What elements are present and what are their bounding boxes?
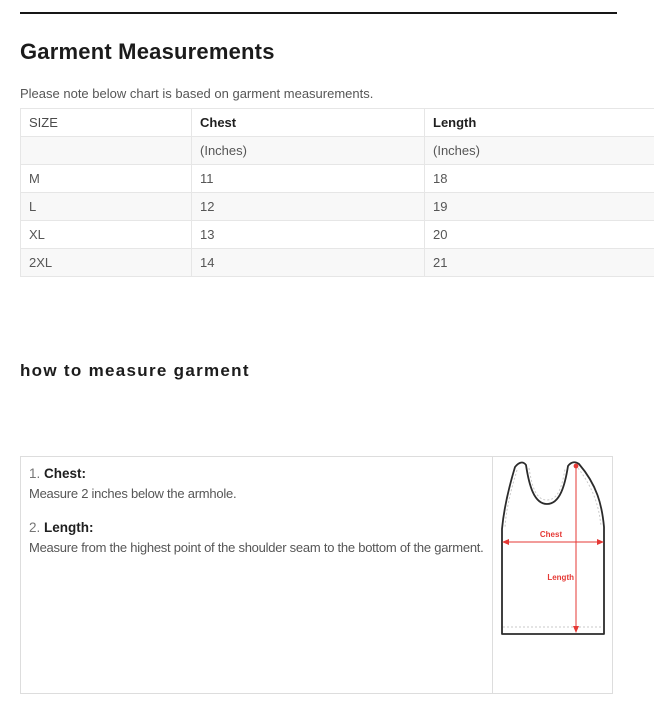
table-row: [21, 165, 654, 193]
size-cell: L: [21, 193, 192, 221]
measurement-note: Please note below chart is based on garment measurements.: [20, 86, 374, 101]
length-cell: 18: [425, 165, 654, 193]
how-to-measure-panel: [20, 456, 613, 694]
step-description: Measure from the highest point of the shoulder seam to the bottom of the garment.: [29, 540, 484, 555]
chest-label: Chest: [539, 530, 562, 539]
size-chart-header-row: [21, 109, 654, 137]
units-cell-empty: [21, 137, 192, 165]
length-cell: 19: [425, 193, 654, 221]
howto-heading: how to measure garment: [20, 361, 250, 380]
length-label: Length: [546, 573, 574, 582]
table-row: [21, 249, 654, 277]
tank-top-diagram-icon: [494, 459, 612, 637]
step-heading: [29, 518, 490, 538]
size-chart-units-row: [21, 137, 654, 165]
size-chart-table: [20, 108, 654, 277]
column-header-length: Length: [425, 109, 654, 137]
column-header-size: SIZE: [21, 109, 192, 137]
step-description: Measure 2 inches below the armhole.: [29, 486, 237, 501]
size-cell: M: [21, 165, 192, 193]
chest-cell: 12: [192, 193, 425, 221]
length-cell: 20: [425, 221, 654, 249]
step-label: Chest:: [44, 466, 87, 481]
step-heading: [29, 464, 490, 484]
units-cell-chest: (Inches): [192, 137, 425, 165]
step-chest: [29, 464, 490, 504]
step-label: Length:: [44, 520, 94, 535]
size-cell: 2XL: [21, 249, 192, 277]
measure-instructions: [21, 457, 492, 693]
table-row: [21, 221, 654, 249]
garment-figure-cell: [492, 457, 612, 693]
garment-measurements-page: [0, 12, 654, 722]
size-cell: XL: [21, 221, 192, 249]
chest-cell: 11: [192, 165, 425, 193]
chest-cell: 14: [192, 249, 425, 277]
top-divider-rule: [20, 12, 617, 14]
chest-cell: 13: [192, 221, 425, 249]
units-cell-length: (Inches): [425, 137, 654, 165]
length-arrow-start-dot: [573, 464, 578, 469]
tank-outline: [502, 462, 604, 634]
table-row: [21, 193, 654, 221]
column-header-chest: Chest: [192, 109, 425, 137]
step-number: 1.: [29, 466, 41, 481]
page-title: Garment Measurements: [20, 39, 275, 64]
step-length: [29, 518, 490, 558]
step-number: 2.: [29, 520, 41, 535]
length-cell: 21: [425, 249, 654, 277]
